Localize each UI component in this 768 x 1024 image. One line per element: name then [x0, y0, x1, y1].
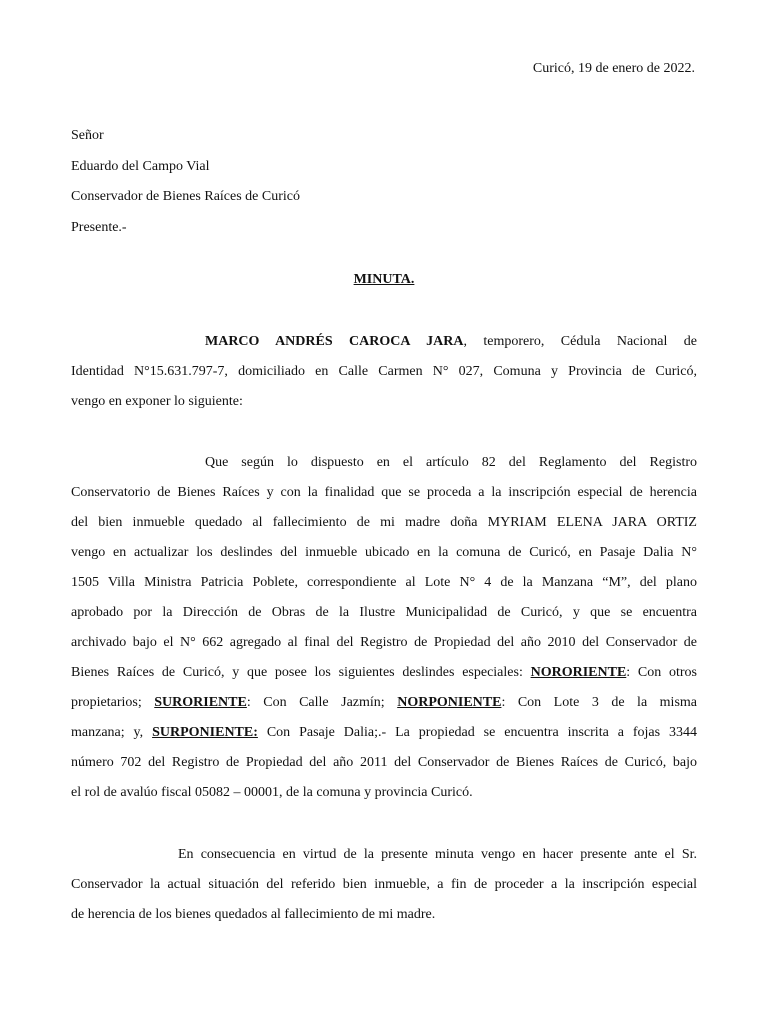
paragraph-line: número 702 del Registro de Propiedad del año 2011 del Conservador de Bienes Raíces de Curicó, bajo	[71, 755, 697, 770]
paragraph-identification	[71, 327, 697, 417]
paragraph-line	[71, 688, 697, 718]
document-title: MINUTA.	[353, 272, 415, 287]
text-span: : Con otros	[626, 665, 697, 680]
paragraph-line: vengo en exponer lo siguiente:	[71, 394, 243, 409]
paragraph-line: aprobado por la Dirección de Obras de la Ilustre Municipalidad de Curicó, y que se encuentra	[71, 605, 697, 620]
paragraph-line: Conservador la actual situación del referido bien inmueble, a fin de proceder a la inscripción especial	[71, 877, 697, 892]
label-nororiente: NORORIENTE	[530, 665, 627, 680]
paragraph-line: 1505 Villa Ministra Patricia Poblete, correspondiente al Lote N° 4 de la Manzana “M”, del plano	[71, 575, 697, 590]
document-date: Curicó, 19 de enero de 2022.	[532, 61, 695, 76]
text-span: : Con Calle Jazmín;	[246, 695, 398, 710]
paragraph-conclusion	[71, 840, 697, 930]
label-surponiente: SURPONIENTE:	[152, 725, 258, 740]
paragraph-line: del bien inmueble quedado al fallecimiento de mi madre doña MYRIAM ELENA JARA ORTIZ	[71, 515, 697, 530]
recipient-presente: Presente.-	[71, 219, 127, 235]
recipient-block	[71, 121, 300, 243]
paragraph-line: Identidad N°15.631.797-7, domiciliado en Calle Carmen N° 027, Comuna y Provincia de Curicó,	[71, 364, 697, 379]
paragraph-line: Que según lo dispuesto en el artículo 82 del Reglamento del Registro	[205, 455, 697, 470]
text-span: manzana; y,	[71, 725, 153, 740]
paragraph-line	[71, 658, 697, 688]
paragraph-line: archivado bajo el N° 662 agregado al final del Registro de Propiedad del año 2010 del Conservador de	[71, 635, 697, 650]
applicant-name: MARCO ANDRÉS CAROCA JARA	[205, 334, 464, 349]
paragraph-line: el rol de avalúo fiscal 05082 – 00001, de la comuna y provincia Curicó.	[71, 785, 473, 800]
paragraph-deslindes	[71, 448, 697, 808]
recipient-salutation: Señor	[71, 128, 104, 143]
recipient-name: Eduardo del Campo Vial	[71, 158, 210, 174]
paragraph-line: En consecuencia en virtud de la presente minuta vengo en hacer presente ante el Sr.	[178, 847, 697, 862]
text-span: propietarios;	[71, 695, 155, 710]
paragraph-line	[71, 718, 697, 748]
text-span: : Con Lote 3 de la misma	[501, 695, 697, 710]
text-span: Con Pasaje Dalia;.- La propiedad se encuentra inscrita a fojas 3344	[257, 725, 698, 740]
label-norponiente: NORPONIENTE	[397, 695, 502, 710]
text-span: Bienes Raíces de Curicó, y que posee los siguientes deslindes especiales:	[71, 665, 531, 680]
label-suroriente: SURORIENTE	[154, 695, 247, 710]
text-span: , temporero, Cédula Nacional de	[463, 334, 698, 349]
paragraph-line	[71, 327, 697, 357]
paragraph-line: Conservatorio de Bienes Raíces y con la finalidad que se proceda a la inscripción especial de herencia	[71, 485, 697, 500]
recipient-office: Conservador de Bienes Raíces de Curicó	[71, 189, 300, 204]
paragraph-line: vengo en actualizar los deslindes del inmueble ubicado en la comuna de Curicó, en Pasaje Dalia N°	[71, 545, 697, 560]
paragraph-line: de herencia de los bienes quedados al fallecimiento de mi madre.	[71, 907, 436, 922]
